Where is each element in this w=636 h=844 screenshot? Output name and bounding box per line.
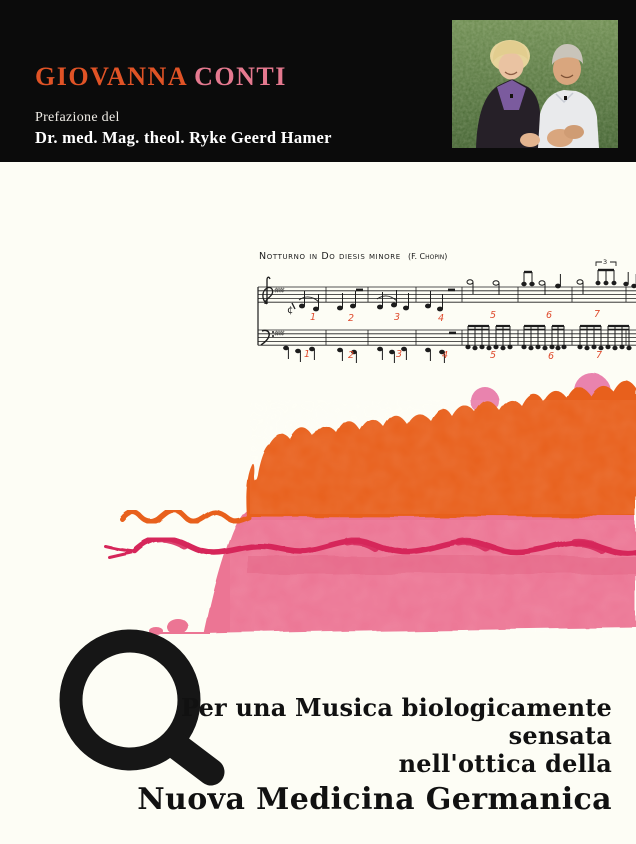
authors-photo bbox=[452, 20, 618, 148]
orange-wave-mass bbox=[245, 380, 636, 517]
time-signature: ¢ bbox=[287, 305, 294, 316]
svg-text:7: 7 bbox=[596, 350, 603, 361]
preface-label: Prefazione del bbox=[35, 110, 120, 125]
lower-staff-notes bbox=[284, 326, 631, 363]
svg-text:2: 2 bbox=[348, 350, 355, 361]
svg-text:3: 3 bbox=[394, 312, 401, 323]
preface-author: Dr. med. Mag. theol. Ryke Geerd Hamer bbox=[35, 128, 332, 147]
svg-text:1: 1 bbox=[304, 349, 311, 360]
author-name bbox=[35, 62, 287, 92]
svg-text:5: 5 bbox=[490, 310, 497, 321]
author-first-name: GIOVANNA bbox=[35, 62, 189, 91]
pink-shadow-band bbox=[248, 556, 636, 574]
score-title: Notturno in Do diesis minore bbox=[259, 251, 401, 262]
svg-text:4: 4 bbox=[442, 350, 449, 361]
author-last-name: CONTI bbox=[194, 62, 287, 91]
measure-numbers-upper bbox=[310, 309, 600, 324]
header-band bbox=[0, 0, 636, 162]
book-title-line3: Nuova Medicina Germanica bbox=[137, 782, 612, 817]
score-composer: (F. Chopin) bbox=[408, 252, 448, 261]
svg-text:3: 3 bbox=[396, 349, 403, 360]
wave-illustration bbox=[0, 370, 636, 650]
svg-text:6: 6 bbox=[546, 310, 553, 321]
svg-text:2: 2 bbox=[348, 313, 355, 324]
key-signature-upper: ♯♯♯♯ bbox=[274, 286, 284, 295]
book-title bbox=[132, 694, 612, 817]
book-title-line1: Per una Musica biologicamente sensata bbox=[180, 693, 612, 750]
orange-thin-wave bbox=[123, 511, 248, 523]
key-signature-lower: ♯♯♯♯ bbox=[274, 329, 284, 338]
svg-text:1: 1 bbox=[310, 312, 317, 323]
svg-text:7: 7 bbox=[594, 309, 601, 320]
svg-text:5: 5 bbox=[490, 350, 497, 361]
svg-text:6: 6 bbox=[548, 351, 555, 362]
book-title-line2: nell'ottica della bbox=[398, 749, 612, 778]
music-score-illustration bbox=[256, 246, 636, 368]
svg-text:4: 4 bbox=[438, 313, 445, 324]
upper-staff-notes bbox=[292, 262, 636, 311]
measure-numbers-lower bbox=[304, 349, 602, 362]
authors-photo-image bbox=[452, 20, 618, 148]
triplet-number: 3 bbox=[603, 258, 608, 266]
